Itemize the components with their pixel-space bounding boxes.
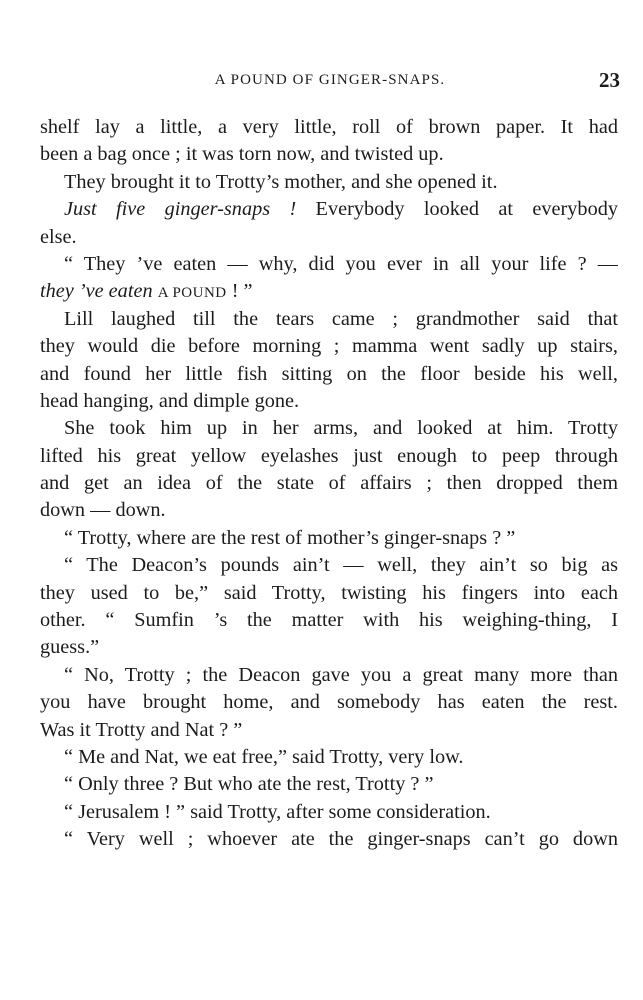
text-segment: “ Me and Nat, we eat free,” said Trotty, very low. — [64, 745, 464, 768]
text-line — [40, 607, 618, 634]
text-line — [40, 470, 618, 497]
text-segment: they used to be,” said Trotty, twisting his fingers into each — [40, 581, 618, 604]
text-line — [40, 744, 618, 771]
text-segment: She took him up in her arms, and looked at him. Trotty — [64, 417, 618, 440]
text-segment: they would die before morning ; mamma went sadly up stairs, — [40, 335, 618, 358]
text-line — [40, 415, 618, 442]
text-line — [40, 114, 618, 141]
text-segment: down — down. — [40, 499, 166, 522]
text-segment: Lill laughed till the tears came ; grandmother said that — [64, 307, 618, 330]
text-segment: been a bag once ; it was torn now, and twisted up. — [40, 143, 444, 166]
text-line — [40, 799, 618, 826]
text-line — [40, 361, 618, 388]
text-line — [40, 278, 618, 305]
text-segment: you have brought home, and somebody has eaten the rest. — [40, 691, 618, 714]
text-segment: “ Only three ? But who ate the rest, Trotty ? ” — [64, 773, 434, 796]
text-segment: “ Trotty, where are the rest of mother’s ginger-snaps ? ” — [64, 526, 516, 549]
text-segment: head hanging, and dimple gone. — [40, 389, 300, 412]
text-segment: and found her little fish sitting on the floor beside his well, — [40, 362, 618, 385]
running-head — [40, 70, 620, 96]
text-line — [40, 141, 618, 168]
text-segment: and get an idea of the state of affairs ; then dropped them — [40, 472, 618, 495]
text-line — [40, 771, 618, 798]
text-segment: else. — [40, 225, 77, 248]
text-line — [40, 196, 618, 223]
text-line — [40, 497, 618, 524]
text-segment: Was it Trotty and Nat ? ” — [40, 718, 243, 741]
body-text — [40, 114, 618, 854]
running-title: A POUND OF GINGER-SNAPS. — [214, 72, 446, 88]
text-segment: Just five ginger-snaps ! — [64, 198, 297, 221]
page-number: 23 — [599, 68, 620, 92]
text-line — [40, 443, 618, 470]
text-segment: ! ” — [226, 280, 253, 303]
text-line — [40, 388, 618, 415]
text-line — [40, 169, 618, 196]
text-line — [40, 251, 618, 278]
text-line — [40, 689, 618, 716]
text-segment: “ Jerusalem ! ” said Trotty, after some consideration. — [64, 800, 491, 823]
text-line — [40, 826, 618, 853]
text-segment: “ Very well ; whoever ate the ginger-snaps can’t go down — [64, 828, 618, 851]
text-line — [40, 552, 618, 579]
text-line — [40, 306, 618, 333]
text-segment: A POUND — [157, 285, 227, 302]
text-line — [40, 224, 618, 251]
text-segment: guess.” — [40, 636, 100, 659]
text-segment: “ No, Trotty ; the Deacon gave you a great many more than — [64, 663, 618, 686]
text-segment: Everybody looked at everybody — [296, 198, 618, 221]
text-segment: shelf lay a little, a very little, roll of brown paper. It had — [40, 116, 618, 138]
text-segment: they ’ve eaten — [40, 280, 153, 303]
text-segment: lifted his great yellow eyelashes just enough to peep through — [40, 444, 618, 467]
text-segment: They brought it to Trotty’s mother, and she opened it. — [64, 170, 498, 193]
text-line — [40, 717, 618, 744]
text-line — [40, 580, 618, 607]
text-line — [40, 662, 618, 689]
text-segment: other. “ Sumfin ’s the matter with his weighing-thing, I — [40, 609, 618, 632]
text-segment: “ The Deacon’s pounds ain’t — well, they ain’t so big as — [64, 554, 618, 577]
text-line — [40, 634, 618, 661]
text-segment: “ They ’ve eaten — why, did you ever in all your life ? — — [64, 252, 618, 275]
text-line — [40, 525, 618, 552]
text-line — [40, 333, 618, 360]
